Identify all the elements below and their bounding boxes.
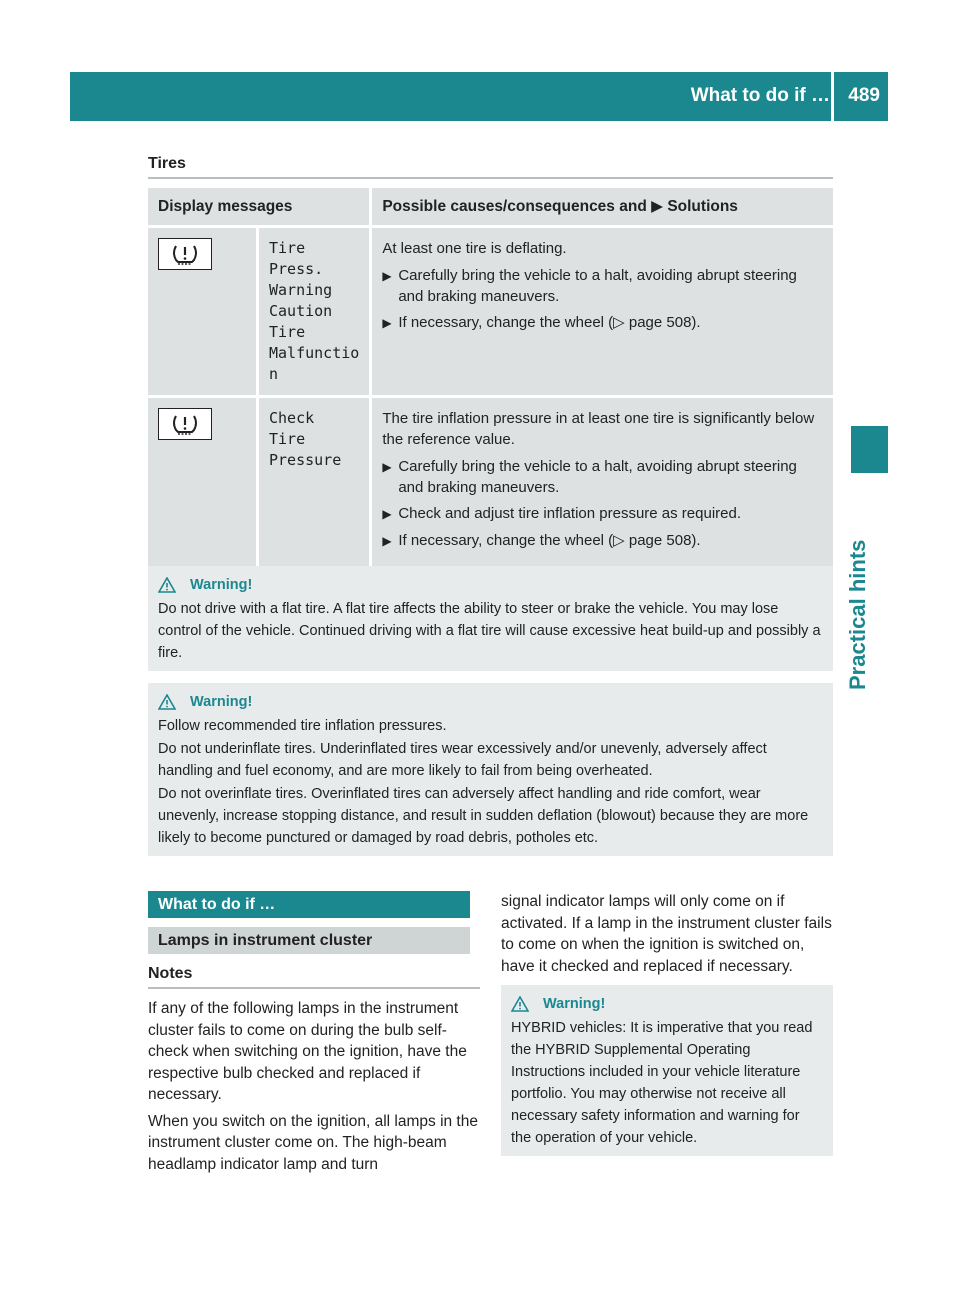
step-arrow-icon: ▶ <box>382 507 392 521</box>
body-paragraph: When you switch on the ignition, all lamps in the instrument cluster come on. The high-beam headlamp indicator lamp and turn <box>148 1112 478 1173</box>
warning-text: Do not overinflate tires. Overinflated tires can adversely affect handling and ride comfort, wear unevenly, increase stopping distance, and result in sudden deflation (blowout) because they are more likely to become punctured or damaged by road debris, potholes etc. <box>158 786 809 846</box>
side-tab-label: Practical hints <box>845 539 870 690</box>
message-line: Pressure <box>269 451 342 469</box>
message-line: Malfunctio <box>269 344 360 362</box>
section-title: Tires <box>148 155 186 172</box>
warning-triangle-icon <box>158 577 176 593</box>
solution-step <box>382 503 823 525</box>
warning-title: Warning! <box>190 694 253 710</box>
step-arrow-icon: ▶ <box>382 534 392 548</box>
step-text: Carefully bring the vehicle to a halt, avoiding abrupt steering and braking maneuvers. <box>398 267 797 305</box>
message-line: Tire <box>269 430 306 448</box>
warning-text: HYBRID vehicles: It is imperative that you read the HYBRID Supplemental Operating Instructions included in your vehicle literature portfolio. You may otherwise not receive all necessary safety information and warning for the operation of your vehicle. <box>511 1020 813 1146</box>
tpms-warning-icon <box>158 238 212 270</box>
page-number: 489 <box>848 85 880 106</box>
row-solution-cell <box>372 228 833 398</box>
warning-title: Warning! <box>190 577 253 593</box>
warning-triangle-icon <box>158 694 176 710</box>
message-line: Tire <box>269 323 306 341</box>
notes-rule <box>148 987 480 989</box>
row-icon-cell <box>148 228 259 398</box>
warning-title: Warning! <box>543 996 606 1012</box>
warning-heading <box>158 574 823 596</box>
message-line: n <box>269 365 279 383</box>
side-tab-marker <box>851 426 888 473</box>
display-messages-table <box>148 188 833 570</box>
left-column-text <box>148 998 482 1180</box>
warning-text: Do not underinflate tires. Underinflated tires wear excessively and/or unevenly, adversely affect handling and fuel economy, and are more likely to fail from being overheated. <box>158 741 767 779</box>
step-arrow-icon: ▶ <box>382 460 392 474</box>
solution-step <box>382 530 823 552</box>
body-paragraph: If any of the following lamps in the instrument cluster fails to come on during the bulb self-check when switching on the ignition, have the respective bulb checked and replaced if necessary. <box>148 1000 467 1103</box>
right-column-text <box>501 891 835 982</box>
message-line: Caution <box>269 302 333 320</box>
step-text: If necessary, change the wheel (▷ page 508). <box>398 532 701 549</box>
warning-text: Follow recommended tire inflation pressures. <box>158 718 447 734</box>
solution-step <box>382 456 823 498</box>
warning-heading <box>158 691 823 713</box>
row-message-cell <box>259 398 372 570</box>
header-divider <box>831 72 834 121</box>
row-solution-cell <box>372 398 833 570</box>
warning-triangle-icon <box>511 996 529 1012</box>
section-rule <box>148 177 833 179</box>
body-paragraph: signal indicator lamps will only come on if activated. If a lamp in the instrument cluster fails to come on when the ignition is switched on, have it checked and replaced if necessary. <box>501 893 832 975</box>
solution-step <box>382 312 823 334</box>
message-line: Press. <box>269 260 324 278</box>
row-icon-cell <box>148 398 259 570</box>
table-header-display-messages: Display messages <box>148 188 372 228</box>
page-header <box>70 72 888 121</box>
solution-step <box>382 265 823 307</box>
warning-heading <box>511 993 823 1015</box>
table-row <box>148 398 833 570</box>
table-header-solutions: Possible causes/consequences and ▶ Solutions <box>372 188 833 228</box>
warning-text: Do not drive with a flat tire. A flat tire affects the ability to steer or brake the vehicle. You may lose control of the vehicle. Continued driving with a flat tire will cause excessive heat build-up and possibly a fire. <box>158 601 821 661</box>
chapter-heading: What to do if … <box>148 891 470 918</box>
cause-text: At least one tire is deflating. <box>382 240 567 257</box>
header-title: What to do if … <box>690 85 830 106</box>
tpms-warning-icon <box>158 408 212 440</box>
warning-box-hybrid <box>501 985 833 1156</box>
step-arrow-icon: ▶ <box>382 269 392 283</box>
notes-title: Notes <box>148 965 193 982</box>
message-line: Check <box>269 409 315 427</box>
row-message-cell <box>259 228 372 398</box>
subsection-heading: Lamps in instrument cluster <box>148 927 470 954</box>
message-line: Warning <box>269 281 333 299</box>
step-arrow-icon: ▶ <box>382 316 392 330</box>
warning-box-flat-tire <box>148 566 833 671</box>
table-header-row <box>148 188 833 228</box>
table-row <box>148 228 833 398</box>
warning-box-inflation <box>148 683 833 856</box>
step-text: If necessary, change the wheel (▷ page 508). <box>398 314 701 331</box>
step-text: Check and adjust tire inflation pressure as required. <box>398 505 741 522</box>
step-text: Carefully bring the vehicle to a halt, avoiding abrupt steering and braking maneuvers. <box>398 458 797 496</box>
cause-text: The tire inflation pressure in at least one tire is significantly below the reference value. <box>382 410 815 448</box>
message-line: Tire <box>269 239 306 257</box>
